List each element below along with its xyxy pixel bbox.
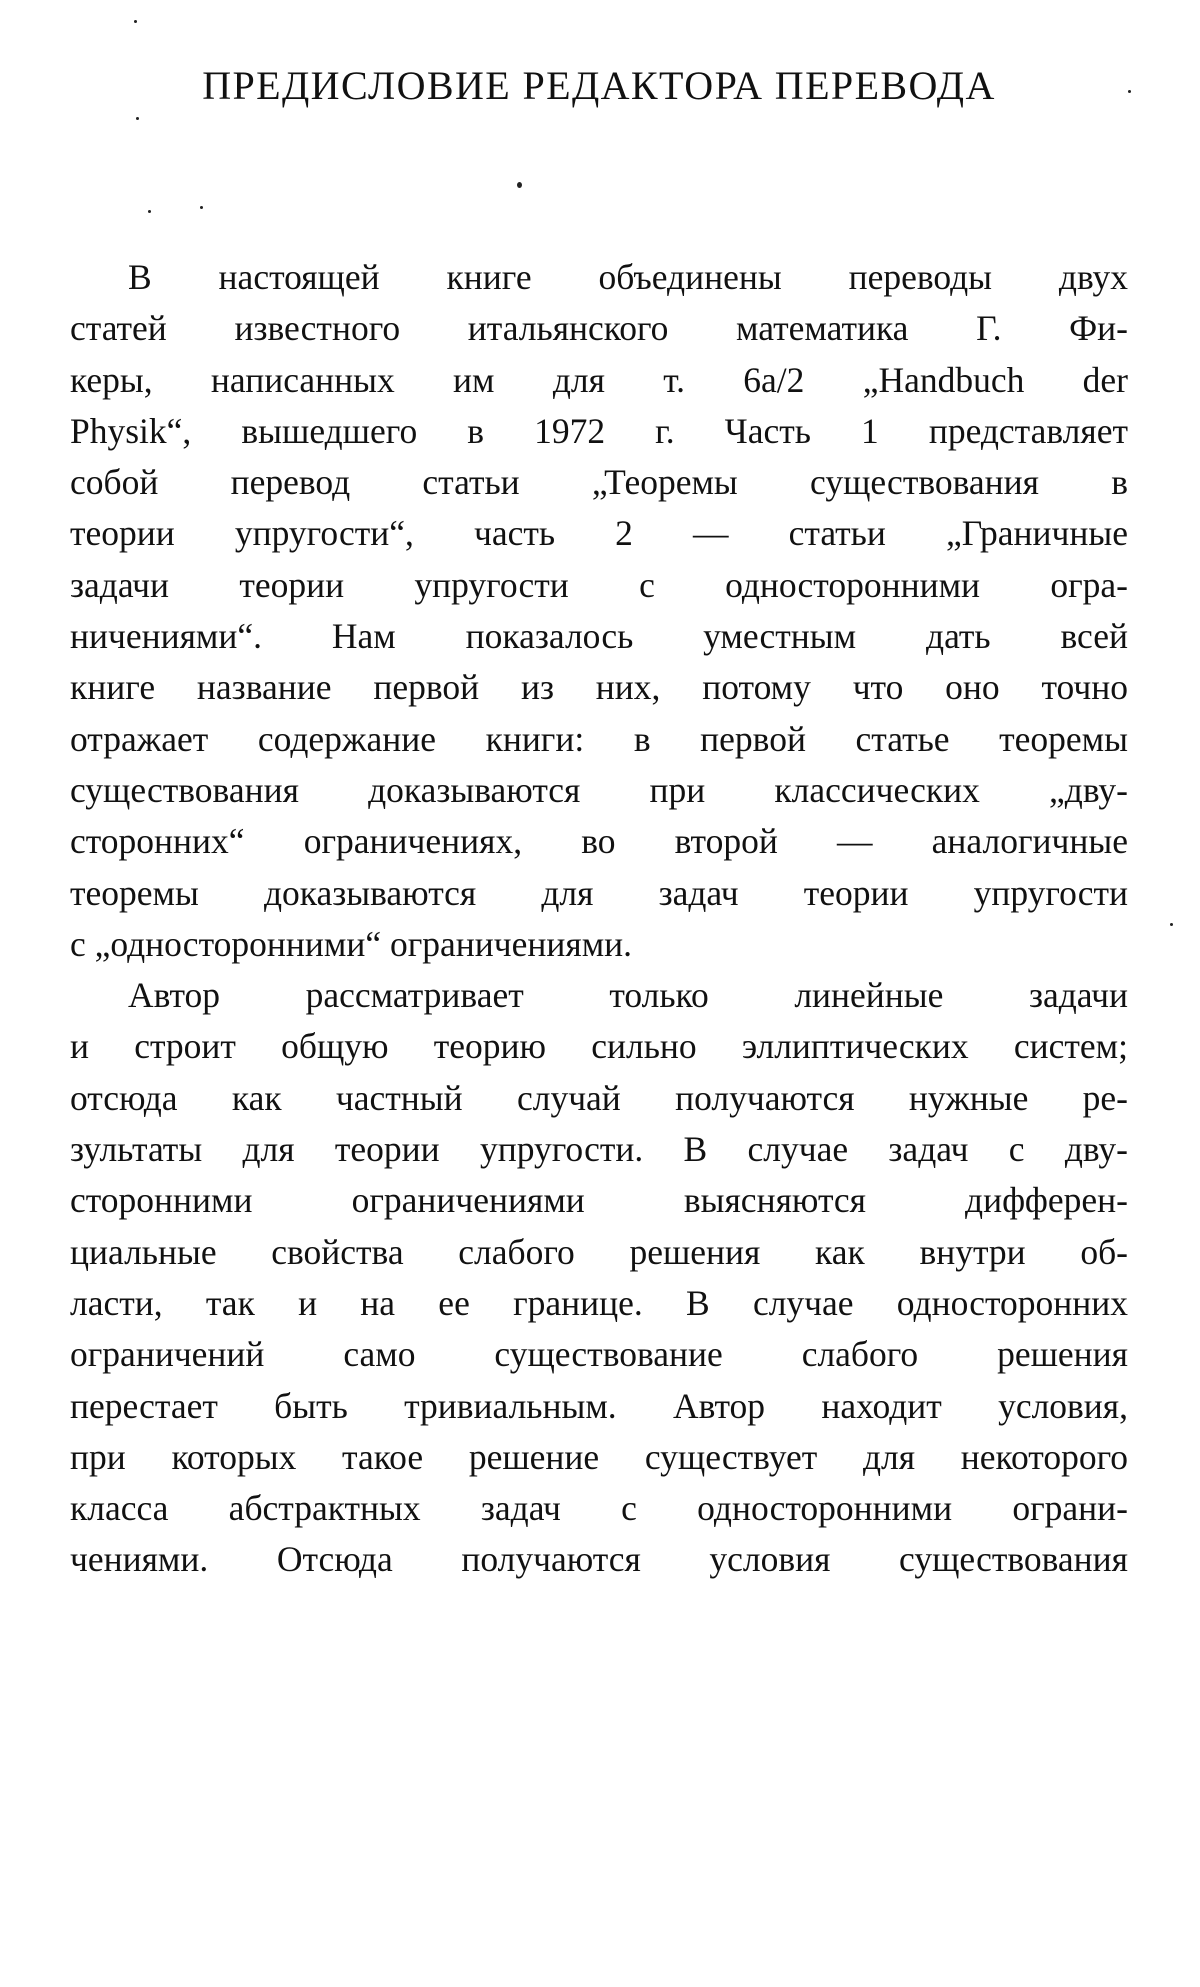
text-line: теоремы доказываются для задач теории упругости: [70, 872, 1128, 913]
text-line: при которых такое решение существует для некоторого: [70, 1436, 1128, 1477]
text-line: теории упругости“, часть 2 — статьи „Граничные: [70, 513, 1128, 554]
paragraph-1: [70, 252, 1128, 970]
text-line: отсюда как частный случай получаются нужные ре-: [70, 1077, 1128, 1118]
text-line: с „односторонними“ ограничениями.: [70, 923, 633, 964]
text-line: ласти, так и на ее границе. В случае односторонних: [70, 1282, 1128, 1323]
scan-speck: [1128, 90, 1131, 93]
text-line: статей известного итальянского математика Г. Фи-: [70, 308, 1128, 349]
text-line: сторонними ограничениями выясняются дифферен-: [70, 1180, 1128, 1221]
text-line: Автор рассматривает только линейные задачи: [128, 975, 1128, 1016]
text-line: задачи теории упругости с односторонними огра-: [70, 564, 1128, 605]
text-line: чениями. Отсюда получаются условия существования: [70, 1539, 1128, 1580]
text-line: сторонних“ ограничениях, во второй — аналогичные: [70, 821, 1128, 862]
text-line: и строит общую теорию сильно эллиптических систем;: [70, 1026, 1128, 1067]
scan-speck: [1170, 923, 1173, 926]
text-line: ограничений само существование слабого решения: [70, 1334, 1128, 1375]
text-line: класса абстрактных задач с односторонними ограни-: [70, 1488, 1128, 1529]
text-line: ничениями“. Нам показалось уместным дать всей: [70, 616, 1128, 657]
text-line: зультаты для теории упругости. В случае задач с дву-: [70, 1129, 1128, 1170]
text-line: керы, написанных им для т. 6a/2 „Handbuch der: [70, 359, 1128, 400]
text-line: Physik“, вышедшего в 1972 г. Часть 1 представляет: [70, 410, 1128, 451]
text-line: перестает быть тривиальным. Автор находит условия,: [70, 1385, 1128, 1426]
page-title: ПРЕДИСЛОВИЕ РЕДАКТОРА ПЕРЕВОДА: [202, 63, 996, 108]
text-line: циальные свойства слабого решения как внутри об-: [70, 1231, 1128, 1272]
scan-speck: [517, 182, 522, 188]
document-page: [70, 0, 1128, 1987]
text-line: собой перевод статьи „Теоремы существования в: [70, 462, 1128, 503]
text-line: книге название первой из них, потому что оно точно: [70, 667, 1128, 708]
text-line: В настоящей книге объединены переводы двух: [128, 257, 1128, 297]
scan-speck: [134, 20, 137, 23]
scan-speck: [148, 210, 151, 213]
scan-speck: [200, 206, 203, 209]
paragraph-2: [70, 970, 1128, 1586]
scan-speck: [136, 117, 139, 120]
text-line: существования доказываются при классических „дву-: [70, 769, 1128, 810]
text-line: отражает содержание книги: в первой статье теоремы: [70, 718, 1128, 759]
body-text: [70, 252, 1128, 1586]
